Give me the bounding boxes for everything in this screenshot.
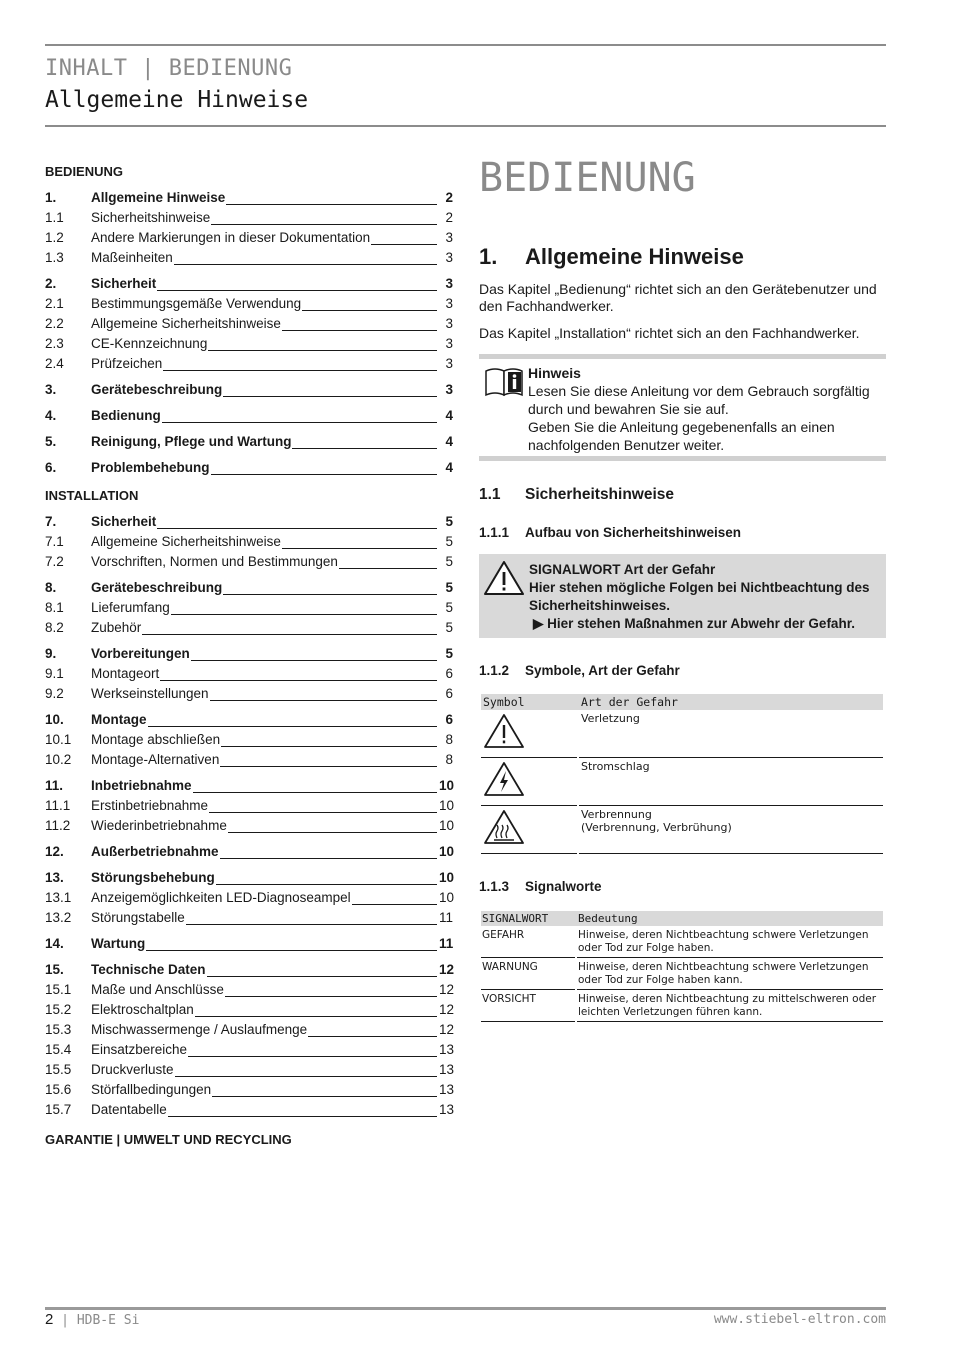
toc-entry-page: 3	[445, 336, 453, 351]
paragraph-bedienung: Das Kapitel „Bedienung“ richtet sich an den Gerätebenutzer und den Fachhandwerker.	[479, 281, 877, 314]
toc-leader-line	[193, 792, 437, 793]
toc-entry[interactable]	[45, 1080, 453, 1100]
toc-entry-page: 6	[445, 712, 453, 727]
header-subtitle: Allgemeine Hinweise	[45, 87, 309, 113]
toc-entry-page: 3	[445, 250, 453, 265]
toc-entry[interactable]	[45, 578, 453, 598]
toc-entry-number: 10.	[45, 712, 64, 727]
heading-signalworte	[479, 879, 602, 894]
toc-entry-title: CE-Kennzeichnung	[91, 336, 208, 351]
toc-entry-title: Druckverluste	[91, 1062, 174, 1077]
toc-entry-title: Gerätebeschreibung	[91, 382, 223, 397]
toc-entry-number: 11.1	[45, 798, 71, 813]
paragraph-installation: Das Kapitel „Installation“ richtet sich an den Fachhandwerker.	[479, 325, 860, 341]
toc-entry-page: 10	[439, 798, 455, 813]
footer-left	[45, 1311, 139, 1328]
toc-entry-page: 8	[445, 732, 453, 747]
toc-entry[interactable]	[45, 274, 453, 294]
warning-triangle-icon	[483, 559, 525, 601]
heading-text: Signalworte	[525, 879, 602, 894]
toc-entry[interactable]	[45, 354, 453, 374]
warning-consequence: Hier stehen mögliche Folgen bei Nichtbeachtung des Sicherheitshinweises.	[529, 580, 870, 613]
toc-leader-line	[339, 568, 437, 569]
toc-entry[interactable]	[45, 1040, 453, 1060]
toc-entry-title: Gerätebeschreibung	[91, 580, 223, 595]
toc-entry-number: 15.1	[45, 982, 72, 997]
toc-entry-page: 2	[445, 190, 453, 205]
toc-entry-page: 5	[445, 514, 453, 529]
toc-section-bedienung: BEDIENUNG	[45, 164, 124, 179]
toc-entry-page: 3	[445, 316, 453, 331]
toc-leader-line	[157, 528, 437, 529]
symbol-table	[481, 694, 883, 854]
toc-leader-line	[188, 1056, 437, 1057]
toc-entry-number: 11.2	[45, 818, 71, 833]
toc-entry-number: 2.4	[45, 356, 64, 371]
electric-shock-icon	[483, 760, 525, 798]
toc-leader-line	[146, 950, 437, 951]
table-row	[481, 806, 883, 854]
toc-entry-title: Erstinbetriebnahme	[91, 798, 209, 813]
toc-entry[interactable]	[45, 888, 453, 908]
toc-entry-page: 5	[445, 620, 453, 635]
toc-entry-title: Störungstabelle	[91, 910, 185, 925]
toc-leader-line	[282, 330, 437, 331]
toc-entry-title: Bestimmungsgemäße Verwendung	[91, 296, 302, 311]
toc-entry-title: Problembehebung	[91, 460, 210, 475]
toc-entry-page: 12	[439, 1022, 455, 1037]
toc-entry[interactable]	[45, 314, 453, 334]
toc-entry-number: 7.1	[45, 534, 64, 549]
burn-hazard-icon	[483, 808, 525, 846]
hazard-text-detail: (Verbrennung, Verbrühung)	[581, 821, 732, 834]
toc-leader-line	[282, 548, 437, 549]
toc-leader-line	[191, 660, 437, 661]
heading-symbole	[479, 663, 680, 678]
heading-number: 1.1.1	[479, 525, 510, 540]
toc-entry-number: 9.1	[45, 666, 64, 681]
toc-entry-page: 3	[445, 296, 453, 311]
toc-entry-number: 1.3	[45, 250, 64, 265]
table-header-cell: Bedeutung	[577, 911, 883, 926]
toc-section-installation: INSTALLATION	[45, 488, 139, 503]
toc-entry-title: Werkseinstellungen	[91, 686, 209, 701]
page-number: 2	[45, 1311, 54, 1328]
toc-entry-number: 2.	[45, 276, 57, 291]
toc-leader-line	[168, 1116, 437, 1117]
toc-section-garantie: GARANTIE | UMWELT UND RECYCLING	[45, 1132, 292, 1147]
header-section-title: INHALT | BEDIENUNG	[45, 56, 293, 81]
toc-leader-line	[210, 700, 437, 701]
toc-entry[interactable]	[45, 598, 453, 618]
toc-entry-page: 6	[445, 666, 453, 681]
heading-number: 1.1	[479, 486, 501, 503]
note-text-1: Lesen Sie diese Anleitung vor dem Gebrauch sorgfältig durch und bewahren Sie sie auf.	[528, 383, 870, 417]
toc-entry-page: 5	[445, 580, 453, 595]
toc-entry-number: 3.	[45, 382, 57, 397]
warning-box	[479, 554, 886, 638]
toc-entry-title: Montage	[91, 712, 147, 727]
toc-entry-title: Störungsbehebung	[91, 870, 215, 885]
toc-entry-title: Maße und Anschlüsse	[91, 982, 224, 997]
toc-entry-number: 2.3	[45, 336, 64, 351]
product-name: | HDB-E Si	[61, 1313, 140, 1328]
toc-leader-line	[223, 594, 437, 595]
toc-entry-page: 3	[445, 382, 453, 397]
toc-leader-line	[211, 224, 437, 225]
toc-entry-page: 13	[439, 1082, 455, 1097]
signalword-cell: GEFAHR	[481, 926, 575, 958]
toc-entry-number: 15.7	[45, 1102, 72, 1117]
toc-entry-page: 8	[445, 752, 453, 767]
toc-entry-number: 13.1	[45, 890, 72, 905]
toc-entry[interactable]	[45, 208, 453, 228]
toc-entry-number: 15.5	[45, 1062, 72, 1077]
toc-entry[interactable]	[45, 644, 453, 664]
toc-entry[interactable]	[45, 512, 453, 532]
toc-leader-line	[208, 350, 437, 351]
toc-entry[interactable]	[45, 908, 453, 928]
toc-entry-title: Einsatzbereiche	[91, 1042, 188, 1057]
toc-entry-number: 12.	[45, 844, 64, 859]
toc-entry-title: Inbetriebnahme	[91, 778, 192, 793]
toc-entry[interactable]	[45, 842, 453, 862]
table-header-cell: SIGNALWORT	[481, 911, 575, 926]
header-bottom-rule	[45, 125, 886, 127]
toc-entry-page: 11	[439, 910, 454, 925]
toc-entry[interactable]	[45, 868, 453, 888]
toc-entry-number: 15.2	[45, 1002, 72, 1017]
toc-entry-page: 5	[445, 600, 453, 615]
toc-entry-number: 4.	[45, 408, 57, 423]
toc-entry-number: 13.2	[45, 910, 72, 925]
toc-entry-page: 10	[439, 870, 455, 885]
heading-aufbau	[479, 525, 741, 540]
toc-entry-page: 10	[439, 818, 455, 833]
toc-entry[interactable]	[45, 664, 453, 684]
toc-entry-title: Montage-Alternativen	[91, 752, 220, 767]
toc-entry[interactable]	[45, 248, 453, 268]
toc-leader-line	[163, 370, 437, 371]
table-row	[481, 926, 883, 958]
toc-entry-page: 4	[445, 460, 453, 475]
toc-entry-number: 14.	[45, 936, 64, 951]
toc-leader-line	[175, 1076, 437, 1077]
toc-entry[interactable]	[45, 432, 453, 452]
toc-leader-line	[292, 448, 437, 449]
toc-leader-line	[174, 264, 437, 265]
toc-entry[interactable]	[45, 710, 453, 730]
toc-leader-line	[209, 812, 437, 813]
toc-entry-title: Sicherheit	[91, 514, 157, 529]
toc-leader-line	[142, 634, 437, 635]
toc-entry-number: 8.	[45, 580, 57, 595]
toc-entry-title: Allgemeine Sicherheitshinweise	[91, 316, 281, 331]
table-row	[481, 958, 883, 990]
footer-rule	[45, 1307, 886, 1310]
toc-entry-page: 3	[445, 276, 453, 291]
toc-leader-line	[221, 746, 437, 747]
toc-entry[interactable]	[45, 552, 453, 572]
toc-entry-number: 7.2	[45, 554, 64, 569]
toc-entry-page: 4	[445, 408, 453, 423]
toc-entry[interactable]	[45, 796, 453, 816]
toc-entry[interactable]	[45, 1020, 453, 1040]
toc-entry-title: Prüfzeichen	[91, 356, 163, 371]
toc-leader-line	[162, 422, 437, 423]
table-header-row	[481, 694, 883, 710]
toc-entry-title: Elektroschaltplan	[91, 1002, 194, 1017]
toc-entry[interactable]	[45, 532, 453, 552]
note-box	[479, 354, 886, 461]
toc-entry[interactable]	[45, 188, 453, 208]
toc-entry-number: 9.2	[45, 686, 64, 701]
toc-leader-line	[223, 396, 437, 397]
toc-entry[interactable]	[45, 1100, 453, 1120]
toc-entry[interactable]	[45, 294, 453, 314]
note-text-2: Geben Sie die Anleitung gegebenenfalls an einen nachfolgenden Benutzer weiter.	[528, 419, 835, 453]
symbol-cell	[481, 710, 577, 758]
heading-text: Aufbau von Sicherheitshinweisen	[525, 525, 742, 540]
toc-entry-title: Technische Daten	[91, 962, 206, 977]
toc-entry-title: Wiederinbetriebnahme	[91, 818, 227, 833]
toc-entry[interactable]	[45, 776, 453, 796]
hazard-text: Verletzung	[579, 710, 883, 758]
toc-leader-line	[171, 614, 437, 615]
toc-entry[interactable]	[45, 684, 453, 704]
toc-entry-title: Sicherheit	[91, 276, 157, 291]
hazard-text: Stromschlag	[579, 758, 883, 806]
toc-entry-page: 3	[445, 356, 453, 371]
warning-action: ▶ Hier stehen Maßnahmen zur Abwehr der Gefahr.	[533, 616, 855, 631]
toc-entry-title: Vorbereitungen	[91, 646, 190, 661]
toc-entry-page: 3	[445, 230, 453, 245]
warning-triangle-icon	[483, 712, 525, 750]
toc-entry-number: 8.1	[45, 600, 64, 615]
heading-text: Symbole, Art der Gefahr	[525, 663, 680, 678]
toc-leader-line	[225, 996, 437, 997]
toc-entry-number: 2.1	[45, 296, 64, 311]
toc-leader-line	[220, 858, 437, 859]
toc-leader-line	[195, 1016, 437, 1017]
toc-leader-line	[371, 244, 437, 245]
symbol-cell	[481, 806, 577, 854]
table-header-cell: Symbol	[481, 694, 577, 710]
toc-list-installation	[45, 512, 453, 1120]
hazard-text: Verbrennung	[581, 808, 652, 821]
toc-entry[interactable]	[45, 980, 453, 1000]
symbol-cell	[481, 758, 577, 806]
toc-entry-page: 13	[439, 1062, 455, 1077]
table-row	[481, 990, 883, 1022]
toc-entry-page: 2	[445, 210, 453, 225]
toc-entry-number: 15.6	[45, 1082, 72, 1097]
toc-leader-line	[211, 474, 437, 475]
toc-entry-title: Zubehör	[91, 620, 142, 635]
toc-entry-title: Montageort	[91, 666, 160, 681]
toc-entry-page: 6	[445, 686, 453, 701]
meaning-cell: Hinweise, deren Nichtbeachtung schwere Verletzungen oder Tod zur Folge haben kann.	[577, 958, 883, 990]
toc-entry-page: 12	[439, 982, 455, 997]
toc-entry[interactable]	[45, 228, 453, 248]
toc-entry-number: 6.	[45, 460, 57, 475]
toc-entry[interactable]	[45, 334, 453, 354]
toc-leader-line	[352, 904, 437, 905]
table-row	[481, 758, 883, 806]
warning-title: SIGNALWORT Art der Gefahr	[529, 562, 716, 577]
note-title: Hinweis	[528, 365, 581, 381]
toc-entry-number: 8.2	[45, 620, 64, 635]
toc-entry-page: 10	[439, 844, 455, 859]
toc-leader-line	[228, 832, 437, 833]
toc-leader-line	[308, 1036, 437, 1037]
toc-entry-title: Allgemeine Hinweise	[91, 190, 226, 205]
toc-entry-number: 15.4	[45, 1042, 72, 1057]
table-header-row	[481, 911, 883, 926]
toc-entry[interactable]	[45, 1000, 453, 1020]
toc-entry-title: Außerbetriebnahme	[91, 844, 219, 859]
toc-entry[interactable]	[45, 458, 453, 478]
signalword-table	[481, 911, 883, 1022]
toc-leader-line	[186, 924, 437, 925]
toc-leader-line	[226, 204, 437, 205]
heading-number: 1.	[479, 244, 498, 269]
heading-allgemeine-hinweise	[479, 244, 744, 270]
toc-entry-title: Montage abschließen	[91, 732, 221, 747]
toc-entry-page: 10	[439, 890, 455, 905]
toc-list-bedienung	[45, 188, 453, 478]
toc-entry-title: Lieferumfang	[91, 600, 170, 615]
toc-entry[interactable]	[45, 730, 453, 750]
table-header-cell: Art der Gefahr	[579, 694, 883, 710]
toc-entry-number: 10.2	[45, 752, 72, 767]
toc-entry[interactable]	[45, 960, 453, 980]
toc-entry[interactable]	[45, 816, 453, 836]
toc-entry-title: Bedienung	[91, 408, 161, 423]
toc-entry-title: Anzeigemöglichkeiten LED-Diagnoseampel	[91, 890, 351, 905]
toc-entry[interactable]	[45, 750, 453, 770]
footer-url: www.stiebel-eltron.com	[713, 1312, 886, 1327]
toc-entry-number: 10.1	[45, 732, 72, 747]
toc-entry-page: 13	[439, 1042, 455, 1057]
meaning-cell: Hinweise, deren Nichtbeachtung zu mittelschweren oder leichten Verletzungen führen kann.	[577, 990, 883, 1022]
toc-entry-page: 11	[439, 936, 454, 951]
toc-entry-page: 10	[439, 778, 455, 793]
toc-leader-line	[216, 884, 437, 885]
toc-entry-page: 13	[439, 1102, 455, 1117]
toc-entry-page: 5	[445, 646, 453, 661]
toc-entry-title: Störfallbedingungen	[91, 1082, 212, 1097]
toc-entry-title: Maßeinheiten	[91, 250, 173, 265]
toc-entry-page: 12	[439, 1002, 455, 1017]
toc-entry-page: 12	[439, 962, 455, 977]
toc-entry-title: Mischwassermenge / Auslaufmenge	[91, 1022, 308, 1037]
toc-entry-title: Wartung	[91, 936, 146, 951]
hazard-text-cell	[579, 806, 883, 854]
toc-entry[interactable]	[45, 934, 453, 954]
toc-entry-number: 1.2	[45, 230, 64, 245]
toc-entry[interactable]	[45, 1060, 453, 1080]
heading-number: 1.1.2	[479, 663, 510, 678]
toc-leader-line	[220, 766, 437, 767]
toc-entry-title: Sicherheitshinweise	[91, 210, 211, 225]
toc-entry-number: 1.1	[45, 210, 64, 225]
toc-entry-title: Andere Markierungen in dieser Dokumentation	[91, 230, 371, 245]
table-row	[481, 710, 883, 758]
toc-entry-number: 9.	[45, 646, 57, 661]
heading-sicherheitshinweise	[479, 486, 674, 504]
toc-entry-page: 4	[445, 434, 453, 449]
toc-entry-number: 1.	[45, 190, 57, 205]
toc-entry-number: 2.2	[45, 316, 64, 331]
toc-entry-title: Vorschriften, Normen und Bestimmungen	[91, 554, 338, 569]
signalword-cell: WARNUNG	[481, 958, 575, 990]
heading-text: Allgemeine Hinweise	[525, 244, 744, 269]
toc-leader-line	[207, 976, 437, 977]
toc-leader-line	[148, 726, 438, 727]
toc-entry[interactable]	[45, 380, 453, 400]
toc-leader-line	[160, 680, 437, 681]
toc-entry-title: Reinigung, Pflege und Wartung	[91, 434, 292, 449]
toc-entry-number: 5.	[45, 434, 57, 449]
toc-entry-number: 11.	[45, 778, 64, 793]
toc-leader-line	[157, 290, 437, 291]
toc-entry-title: Datentabelle	[91, 1102, 167, 1117]
toc-entry[interactable]	[45, 618, 453, 638]
chapter-title: BEDIENUNG	[479, 155, 696, 201]
toc-leader-line	[302, 310, 437, 311]
signalword-cell: VORSICHT	[481, 990, 575, 1022]
toc-entry-title: Allgemeine Sicherheitshinweise	[91, 534, 281, 549]
toc-entry[interactable]	[45, 406, 453, 426]
toc-entry-number: 13.	[45, 870, 64, 885]
table-of-contents	[45, 160, 453, 1150]
heading-number: 1.1.3	[479, 879, 510, 894]
meaning-cell: Hinweise, deren Nichtbeachtung schwere Verletzungen oder Tod zur Folge haben.	[577, 926, 883, 958]
heading-text: Sicherheitshinweise	[525, 486, 675, 503]
toc-entry-number: 7.	[45, 514, 57, 529]
toc-leader-line	[212, 1096, 437, 1097]
toc-entry-page: 5	[445, 534, 453, 549]
header-top-rule	[45, 44, 886, 46]
info-book-icon	[484, 365, 524, 403]
toc-entry-number: 15.	[45, 962, 64, 977]
toc-entry-number: 15.3	[45, 1022, 72, 1037]
toc-entry-page: 5	[445, 554, 453, 569]
